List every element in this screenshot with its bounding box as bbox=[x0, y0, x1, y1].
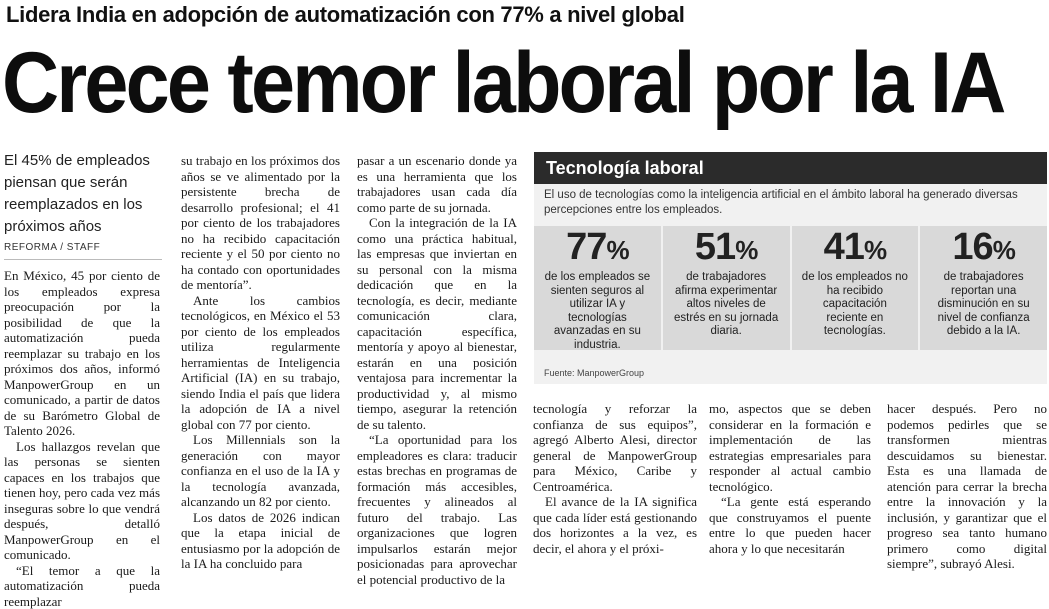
stat-card bbox=[792, 226, 919, 350]
paragraph: mo, aspectos que se deben considerar en la formación e implementación de las estrategias empresariales para responder al actual cambio tecnológico. bbox=[709, 401, 871, 494]
paragraph: hacer después. Pero no podemos pedirles que se transformen mientras descuidamos su bienestar. Esta es una llamada de atención para cerrar la brecha entre la innovación y la inclusión, y garantizar que el progreso sea tanto humano primero como digital siempre”, subrayó Alesi. bbox=[887, 401, 1047, 572]
paragraph: Los hallazgos revelan que las personas se sienten capaces en los trabajos que tienen hoy, pero cada vez más inseguras sobre lo que vendrá después, detalló ManpowerGroup en el comunicado. bbox=[4, 439, 160, 563]
article-column-5 bbox=[709, 401, 871, 556]
article-column-6 bbox=[887, 401, 1047, 572]
paragraph: Ante los cambios tecnológicos, en México el 53 por ciento de los empleados utiliza regularmente herramientas de Inteligencia Artificial (IA) en su trabajo, siendo India el país que lidera la adopción de IA a nivel global con 77 por ciento. bbox=[181, 293, 340, 433]
stat-card bbox=[663, 226, 790, 350]
article-column-4 bbox=[533, 401, 697, 556]
stat-value: 16% bbox=[920, 228, 1047, 269]
paragraph: “La oportunidad para los empleadores es clara: traducir estas brechas en programas de formación más accesibles, frecuentes y alineados al futuro del trabajo. Las organizaciones que logren impulsarlos estarán mejor posicionadas para aprovechar el potencial productivo de la bbox=[357, 432, 517, 587]
infobox-title: Tecnología laboral bbox=[534, 152, 1047, 184]
byline: REFORMA / STAFF bbox=[4, 242, 162, 260]
stat-card bbox=[534, 226, 661, 350]
paragraph: tecnología y reforzar la confianza de sus equipos”, agregó Alberto Alesi, director general de ManpowerGroup para México, Caribe y Centroamérica. bbox=[533, 401, 697, 494]
paragraph: El avance de la IA significa que cada líder está gestionando dos horizontes a la vez, es decir, el ahora y el próxi- bbox=[533, 494, 697, 556]
headline: Crece temor laboral por la IA bbox=[2, 30, 963, 136]
article-column-2 bbox=[181, 153, 340, 572]
stat-value: 77% bbox=[534, 228, 661, 269]
infobox-tecnologia-laboral bbox=[534, 152, 1047, 384]
lead-summary: El 45% de empleados piensan que serán reemplazados en los próximos años bbox=[4, 150, 162, 238]
paragraph: “La gente está esperando que construyamos el puente entre lo que pueden hacer ahora y lo que necesitarán bbox=[709, 494, 871, 556]
paragraph: Los Millennials son la generación con mayor confianza en el uso de la IA y la tecnología avanzada, alcanzando un 82 por ciento. bbox=[181, 432, 340, 510]
stat-description: de los empleados se sienten seguros al utilizar IA y tecnologías avanzadas en su industria. bbox=[534, 271, 661, 352]
paragraph: Los datos de 2026 indican que la etapa inicial de entusiasmo por la adopción de la IA ha concluido para bbox=[181, 510, 340, 572]
stat-value: 51% bbox=[663, 228, 790, 269]
stat-value: 41% bbox=[792, 228, 919, 269]
article-column-1 bbox=[4, 268, 160, 609]
paragraph: “El temor a que la automatización pueda reemplazar bbox=[4, 563, 160, 609]
paragraph: Con la integración de la IA como una práctica habitual, las empresas que inviertan en su personal con la misma dedicación que en la tecnología, es decir, mediante comunicación clara, capacitación específica, mentoría y apoyo al bienestar, estarán en una posición ventajosa para incrementar la productividad y, al mismo tiempo, asegurar la retención de su talento. bbox=[357, 215, 517, 432]
infobox-intro: El uso de tecnologías como la inteligencia artificial en el ámbito laboral ha generado diversas percepciones entre los empleados. bbox=[534, 184, 1047, 218]
infobox-source: Fuente: ManpowerGroup bbox=[544, 368, 644, 378]
stat-description: de trabajadores reportan una disminución en su nivel de confianza debido a la IA. bbox=[920, 271, 1047, 339]
stat-description: de los empleados no ha recibido capacitación reciente en tecnologías. bbox=[792, 271, 919, 339]
paragraph: En México, 45 por ciento de los empleados expresa preocupación por la posibilidad de que la automatización pueda reemplazar su trabajo en los próximos dos años, informó ManpowerGroup en un comunicado, a partir de datos de su Barómetro Global de Talento 2026. bbox=[4, 268, 160, 439]
stat-card bbox=[920, 226, 1047, 350]
stats-row bbox=[534, 226, 1047, 350]
lead-block bbox=[4, 150, 162, 260]
stat-description: de trabajadores afirma experimentar altos niveles de estrés en su jornada diaria. bbox=[663, 271, 790, 339]
paragraph: pasar a un escenario donde ya es una herramienta que los trabajadores usan cada día como parte de su jornada. bbox=[357, 153, 517, 215]
kicker: Lidera India en adopción de automatización con 77% a nivel global bbox=[6, 0, 1046, 30]
paragraph: su trabajo en los próximos dos años se ve alimentado por la persistente brecha de desarrollo profesional; el 41 por ciento de los trabajadores no ha recibido capacitación reciente y el 50 por ciento no ha contado con oportunidades de mentoría”. bbox=[181, 153, 340, 293]
article-column-3 bbox=[357, 153, 517, 587]
